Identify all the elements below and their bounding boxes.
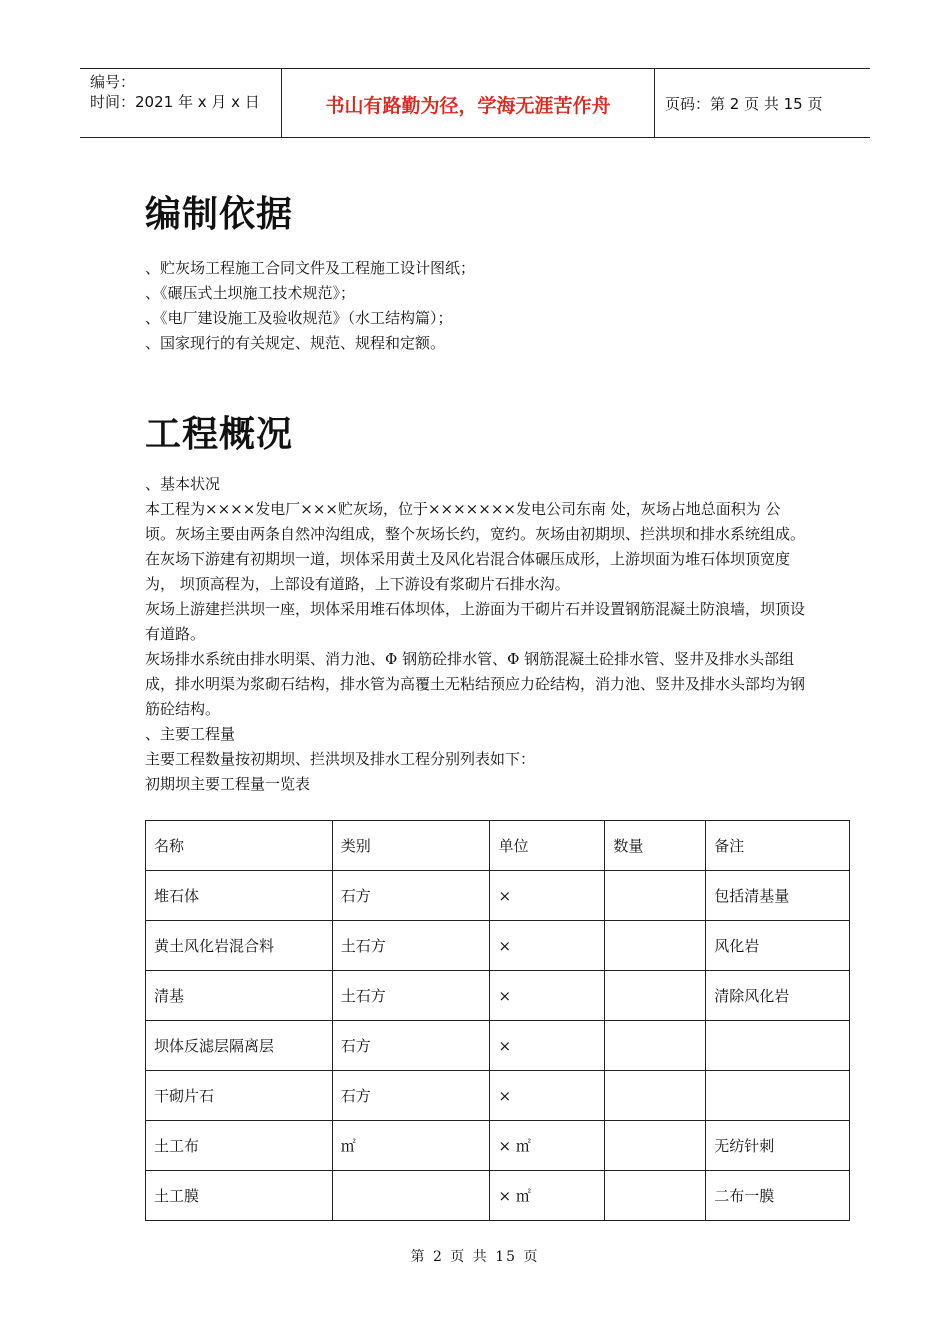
table-cell: ㎡ [332, 1121, 490, 1171]
header-motto-cell [282, 69, 655, 137]
header-meta-cell [80, 69, 282, 137]
overview-paragraph: 灰场排水系统由排水明渠、消力池、Φ 钢筋砼排水管、Φ 钢筋混凝土砼排水管、竖井及排水头部组成，排水明渠为浆砌石结构，排水管为高覆土无粘结预应力砼结构，消力池、竖井及排水头部均为钢筋砼结构。 [145, 650, 806, 718]
table-cell: 干砌片石 [146, 1071, 333, 1121]
table-header-cell: 备注 [706, 821, 850, 871]
table-cell: 土工膜 [146, 1171, 333, 1221]
table-header-cell: 类别 [332, 821, 490, 871]
table-cell: 清除风化岩 [706, 971, 850, 1021]
basis-item: 、《碾压式土坝施工技术规范》； [145, 284, 356, 302]
table-cell: 堆石体 [146, 871, 333, 921]
basis-list [145, 256, 810, 356]
table-row [146, 1171, 850, 1221]
table-header-cell: 数量 [605, 821, 706, 871]
table-header-cell: 名称 [146, 821, 333, 871]
table-caption: 初期坝主要工程量一览表 [145, 775, 311, 793]
header-motto: 书山有路勤为径，学海无涯苦作舟 [325, 95, 611, 117]
table-cell: 石方 [332, 1071, 490, 1121]
table-cell [332, 1171, 490, 1221]
table-header-cell: 单位 [490, 821, 605, 871]
section-title-overview: 工程概况 [145, 414, 294, 455]
overview-paragraph: 主要工程数量按初期坝、拦洪坝及排水工程分别列表如下： [145, 750, 536, 768]
table-cell: 二布一膜 [706, 1171, 850, 1221]
table-cell [605, 921, 706, 971]
table-cell: 坝体反滤层隔离层 [146, 1021, 333, 1071]
table-cell: 土石方 [332, 971, 490, 1021]
header-page-label: 页码：第 2 页 共 15 页 [665, 95, 823, 113]
table-cell [605, 1071, 706, 1121]
table-cell: × ㎡ [490, 1121, 605, 1171]
table-cell: 风化岩 [706, 921, 850, 971]
overview-paragraph: 本工程为××××发电厂×××贮灰场，位于×××××××发电公司东南 处，灰场占地总面积为 公顷。灰场主要由两条自然冲沟组成，整个灰场长约，宽约。灰场由初期坝、拦洪坝和排水系统组成。 [145, 500, 806, 543]
table-header-row [146, 821, 850, 871]
table-cell: 清基 [146, 971, 333, 1021]
table-cell: 土石方 [332, 921, 490, 971]
overview-paragraph: 在灰场下游建有初期坝一道，坝体采用黄土及风化岩混合体碾压成形，上游坝面为堆石体坝顶宽度为， 坝顶高程为，上部设有道路，上下游设有浆砌片石排水沟。 [145, 550, 791, 593]
table-cell [706, 1021, 850, 1071]
subheading-quantities: 、主要工程量 [145, 725, 236, 743]
page-footer: 第 2 页 共 15 页 [410, 1249, 540, 1265]
table-cell: × ㎡ [490, 1171, 605, 1221]
table-cell: 石方 [332, 1021, 490, 1071]
table-cell [706, 1071, 850, 1121]
table-row [146, 871, 850, 921]
table-row [146, 921, 850, 971]
table-cell: × [490, 1071, 605, 1121]
table-cell: 石方 [332, 871, 490, 921]
table-row [146, 971, 850, 1021]
header-page-cell [655, 69, 870, 137]
table-row [146, 1121, 850, 1171]
basis-item: 、《电厂建设施工及验收规范》（水工结构篇）； [145, 309, 453, 327]
quantities-table [145, 820, 850, 1221]
page-header [80, 68, 870, 138]
overview-body [145, 472, 810, 797]
table-cell: × [490, 921, 605, 971]
table-cell [605, 1171, 706, 1221]
overview-paragraph: 灰场上游建拦洪坝一座，坝体采用堆石体坝体，上游面为干砌片石并设置钢筋混凝土防浪墙，坝顶设有道路。 [145, 600, 806, 643]
table-cell: × [490, 1021, 605, 1071]
basis-item: 、贮灰场工程施工合同文件及工程施工设计图纸； [145, 259, 476, 277]
table-cell [605, 1121, 706, 1171]
basis-item: 、国家现行的有关规定、规范、规程和定额。 [145, 334, 446, 352]
table-cell: 土工布 [146, 1121, 333, 1171]
table-cell [605, 1021, 706, 1071]
doc-time-label: 时间：2021 年 x 月 x 日 [90, 93, 260, 111]
table-cell: × [490, 971, 605, 1021]
table-row [146, 1071, 850, 1121]
table-cell [605, 871, 706, 921]
section-title-basis: 编制依据 [145, 194, 294, 235]
table-cell: 无纺针刺 [706, 1121, 850, 1171]
table-cell: 黄土风化岩混合料 [146, 921, 333, 971]
table-cell: × [490, 871, 605, 921]
table-row [146, 1021, 850, 1071]
subheading-basic: 、基本状况 [145, 475, 221, 493]
doc-number-label: 编号： [90, 73, 136, 91]
table-cell [605, 971, 706, 1021]
table-cell: 包括清基量 [706, 871, 850, 921]
